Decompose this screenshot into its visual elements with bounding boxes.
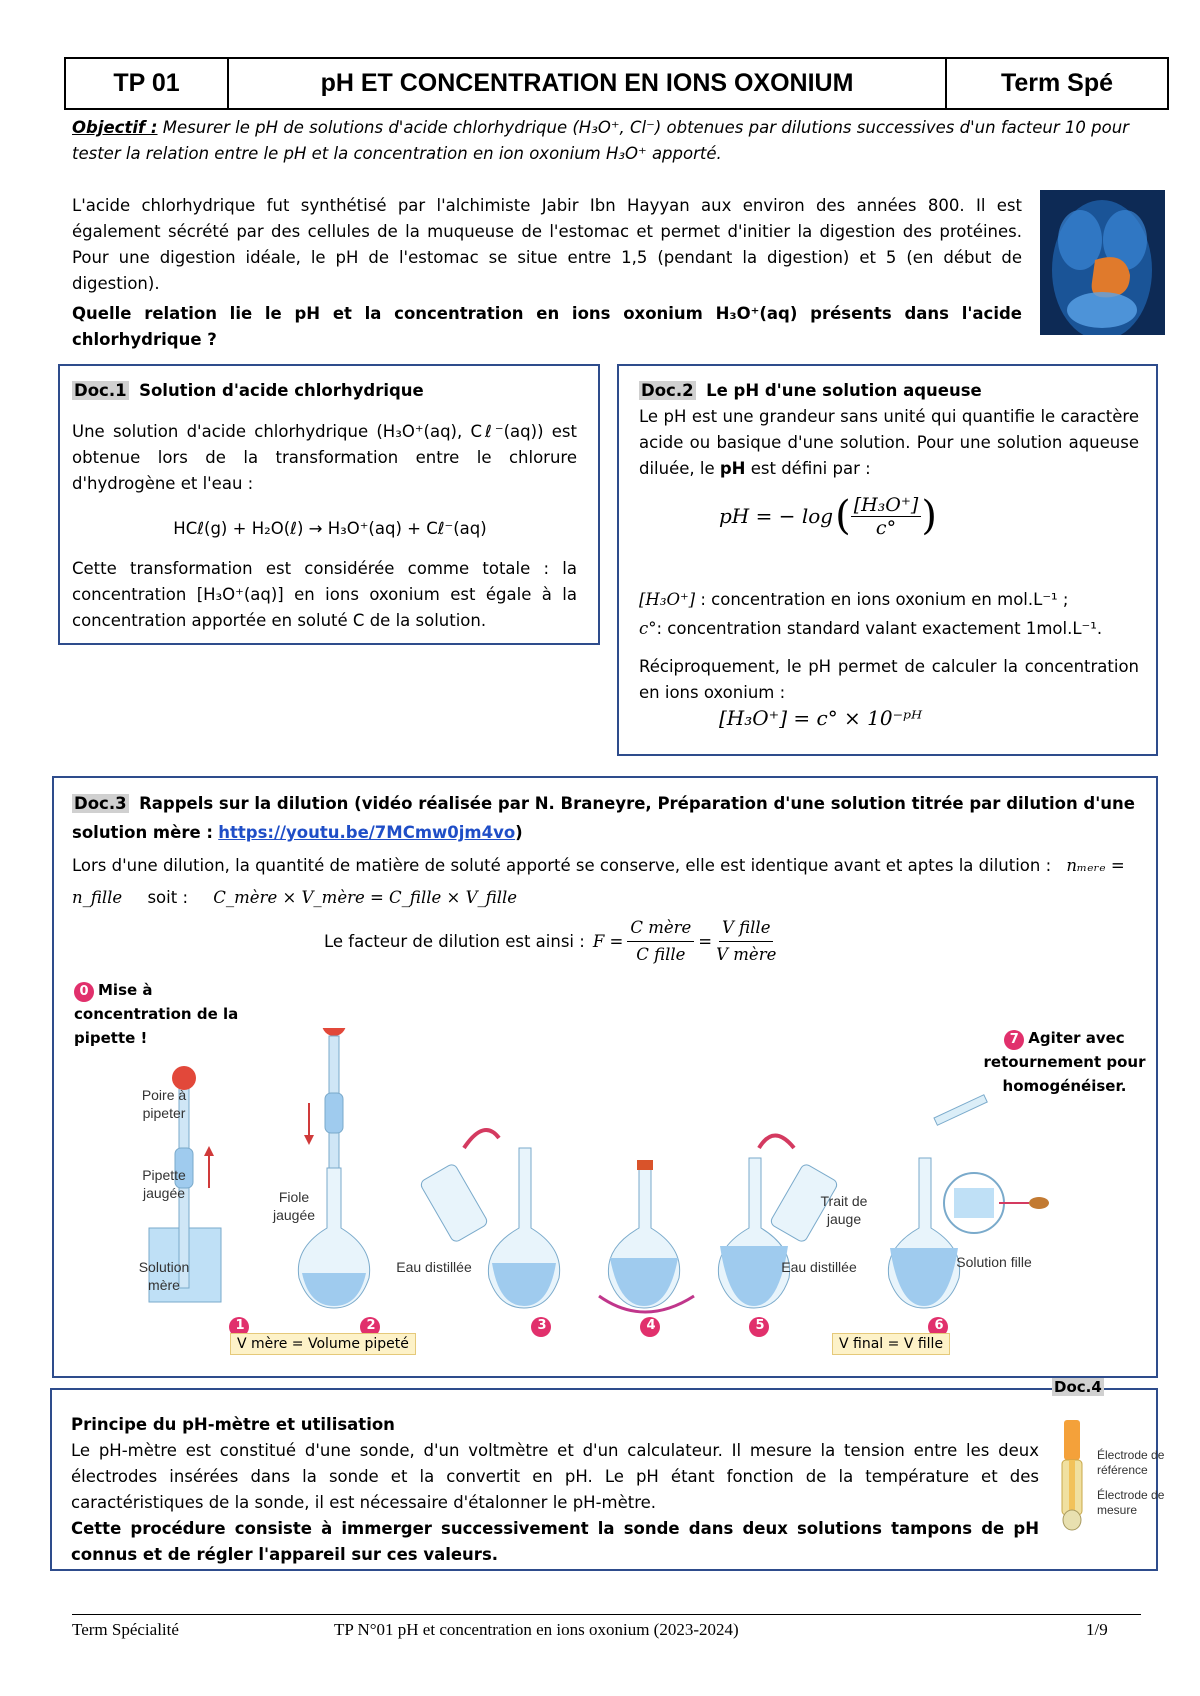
doc3-title: Rappels sur la dilution (vidéo réalisée par N. Braneyre, Préparation d'une solution titrée par dilution d'une solution mère :	[72, 794, 1135, 842]
doc4-text1: Le pH-mètre est constitué d'une sonde, d'un voltmètre et d'un calculateur. Il mesure la tension entre les deux électrodes insérées dans la sonde et la convertit en pH. Le pH étant fonction de la température et des caractéristiques de la sonde, il est nécessaire d'étalonner le pH-mètre.	[71, 1441, 1039, 1512]
doc1-text1: Une solution d'acide chlorhydrique (H₃O⁺(aq), Cℓ⁻(aq)) est obtenue lors de la transformation entre le chlorure d'hydrogène et l'eau :	[72, 422, 577, 493]
label-eau-2: Eau distillée	[781, 1259, 857, 1275]
label-electrode-ref: Électrode de référence	[1097, 1448, 1165, 1477]
dilution-factor: Le facteur de dilution est ainsi : F = $\frac{\text{C mère}}{\text{C fille}}$ = $\frac{\text{V fille}}{\text{V mère}}$	[324, 915, 776, 968]
concentration-formula: [H₃O⁺] = c° × 10⁻ᵖᴴ	[719, 706, 923, 730]
step0-note: 0 Mise à concentration de la pipette !	[74, 981, 239, 1047]
page-title: pH ET CONCENTRATION EN IONS OXONIUM	[229, 59, 947, 108]
doc3-label: Doc.3	[74, 794, 127, 813]
dilution-equation: C_mère × V_mère = C_fille × V_fille	[213, 888, 518, 907]
mole-conservation-eq: nₘₑᵣₑ = n_fille	[72, 856, 1125, 907]
doc2-text1: Le pH est une grandeur sans unité qui quantifie le caractère acide ou basique d'une solution. Pour une solution aqueuse diluée, le pH est défini par :	[639, 407, 1139, 478]
intro-paragraph: L'acide chlorhydrique fut synthétisé par l'alchimiste Jabir Ibn Hayyan aux environ des années 800. Il est également sécrété par des cellules de la muqueuse de l'estomac et permet d'initier la digestion des protéines. Pour une digestion idéale, le pH de l'estomac se situe entre 1,5 (pendant la digestion) et 5 (en début de digestion).	[72, 196, 1022, 293]
vmere-note: V mère = Volume pipeté	[230, 1333, 416, 1355]
doc3-box	[52, 776, 1158, 1378]
doc2-def2: c°: concentration standard valant exactement 1mol.L⁻¹.	[639, 619, 1103, 638]
doc3-heading: Doc.3 Rappels sur la dilution (vidéo réalisée par N. Braneyre, Préparation d'une solution titrée par dilution d'une solution mère : https://youtu.be/7MCmw0jm4vo)	[72, 794, 1135, 842]
doc4-text2: Cette procédure consiste à immerger successivement la sonde dans deux solutions tampons de pH connus et de régler l'appareil sur ces valeurs.	[71, 1519, 1039, 1564]
step-6-number: 6	[934, 1318, 944, 1333]
header-table	[64, 57, 1169, 110]
tp-number: TP 01	[66, 59, 229, 108]
doc1-label: Doc.1	[74, 381, 127, 400]
label-electrode-mes: Électrode de mesure	[1097, 1488, 1165, 1517]
footer-rule	[72, 1614, 1141, 1615]
doc4-box	[50, 1378, 1165, 1571]
objective-text: Mesurer le pH de solutions d'acide chlorhydrique (H₃O⁺, Cl⁻) obtenues par dilutions successives d'un facteur 10 pour tester la relation entre le pH et la concentration en ion oxonium H₃O⁺ apporté.	[72, 118, 1129, 163]
doc1-equation: HCℓ(g) + H₂O(ℓ) → H₃O⁺(aq) + Cℓ⁻(aq)	[173, 519, 487, 538]
video-link[interactable]: https://youtu.be/7MCmw0jm4vo	[218, 823, 516, 842]
dilution-procedure-illustration	[54, 1028, 1156, 1378]
step7-note: 7 Agiter avec retournement pour homogénéiser.	[983, 1029, 1146, 1095]
label-solution-fille: Solution fille	[956, 1254, 1032, 1270]
doc2-heading	[639, 378, 1139, 404]
footer-left: Term Spécialité	[72, 1620, 179, 1639]
doc2-def1: [H₃O⁺] : concentration en ions oxonium en mol.L⁻¹ ;	[639, 590, 1069, 609]
label-fiole: Fiole jaugée	[272, 1189, 316, 1223]
step-1-number: 1	[235, 1318, 245, 1333]
ph-definition-formula: pH = − log ( $\frac{\text{[H₃O⁺]}}{c^\circ}$ )	[719, 493, 937, 539]
label-pipette: Pipette jaugée	[142, 1167, 186, 1201]
step-5-number: 5	[755, 1318, 765, 1333]
step-4-number: 4	[646, 1318, 656, 1333]
footer-center: TP N°01 pH et concentration en ions oxonium (2023-2024)	[334, 1620, 739, 1639]
objective	[72, 115, 1142, 167]
label-poire: Poire à pipeter	[141, 1087, 187, 1121]
page-number: 1/9	[1086, 1620, 1108, 1639]
step-3-number: 3	[537, 1318, 547, 1333]
vfinal-note: V final = V fille	[832, 1333, 950, 1355]
intro-question: Quelle relation lie le pH et la concentration en ions oxonium H₃O⁺(aq) présents dans l'acide chlorhydrique ?	[72, 304, 1022, 349]
doc4-title: Principe du pH-mètre et utilisation	[71, 1415, 395, 1434]
label-solution-mere: Solution mère	[138, 1259, 190, 1293]
doc2-text2: Réciproquement, le pH permet de calculer la concentration en ions oxonium :	[639, 657, 1139, 702]
doc2-label: Doc.2	[641, 381, 694, 400]
doc2-title: Le pH d'une solution aqueuse	[706, 381, 982, 400]
label-trait-jauge: Trait de jauge	[820, 1193, 868, 1227]
stomach-anatomy-image	[1040, 190, 1165, 335]
doc2-box	[617, 364, 1158, 756]
doc1-heading	[72, 378, 587, 404]
class-level: Term Spé	[1000, 69, 1114, 97]
ph-probe-image	[1052, 1420, 1092, 1545]
doc3-text: Lors d'une dilution, la quantité de matière de soluté apporté se conserve, elle est identique avant et aptes la dilution : nₘₑᵣₑ = n_fille soit : C_mère × V_mère = C_fille × V_fille	[72, 856, 1125, 907]
doc1-box	[58, 364, 600, 645]
label-eau-1: Eau distillée	[396, 1259, 472, 1275]
objective-label: Objectif :	[72, 118, 158, 137]
step-2-number: 2	[366, 1318, 376, 1333]
doc4-label: Doc.4	[1054, 1378, 1102, 1396]
doc1-title: Solution d'acide chlorhydrique	[139, 381, 424, 400]
doc1-text2: Cette transformation est considérée comme totale : la concentration [H₃O⁺(aq)] en ions oxonium est égale à la concentration apportée en soluté C de la solution.	[72, 559, 577, 630]
